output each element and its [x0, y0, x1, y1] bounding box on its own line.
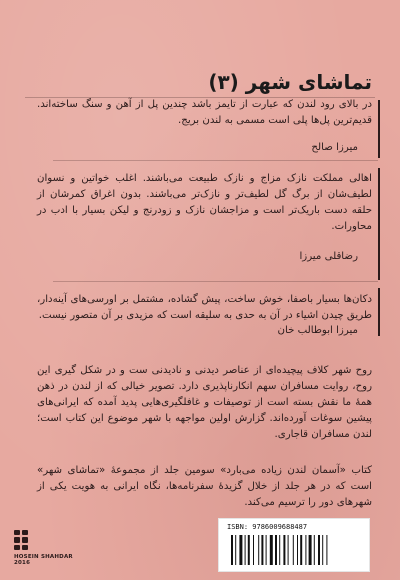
barcode-bar	[283, 535, 285, 565]
barcode-bar	[275, 535, 277, 565]
barcode-bar	[279, 535, 280, 565]
quote-text: اهالی مملکت نازک مزاج و نازک طبیعت می‌باشند. اغلب خواتین و نسوان لطیف‌شان از برگ گل لطیف‌تر و نازک‌تر می‌باشند. بدون اغراق کمر‌شان از حلقه دست باریک‌تر است و مزاجشان نازک و زودرنج و لیکن بسیار با ادب در محاورات.	[37, 173, 372, 232]
barcode-bar	[288, 535, 289, 565]
barcode-bar	[253, 535, 254, 565]
publisher-logo-text: HOSEIN SHAHDAR	[14, 554, 73, 560]
barcode-bar	[258, 535, 259, 565]
quote-side-rule	[378, 168, 380, 280]
barcode-bar	[305, 535, 306, 565]
barcode-bar	[314, 535, 315, 565]
quote-author: میرزا صالح	[311, 142, 358, 153]
separator	[53, 160, 378, 161]
barcode-bar	[293, 535, 294, 565]
book-title: تماشای شهر (۳)	[208, 70, 372, 94]
barcode-bar	[231, 535, 233, 565]
quote-text: دکان‌ها بسیار باصفا، خوش ساخت، پیش گشاده، مشتمل بر اورسی‌های آینه‌دار، طریق چیدن اشیاء در آن به حدی به سلیقه است که مزیدی بر آن متصور نیست.	[37, 294, 372, 321]
publisher-logo-year: 2016	[14, 560, 31, 566]
barcode-bar	[261, 535, 263, 565]
publisher-logo	[14, 530, 73, 568]
barcode-bar	[266, 535, 267, 565]
barcode-bar	[318, 535, 320, 565]
barcode-bar	[270, 535, 273, 565]
series-note: کتاب «آسمان لندن زیاده می‌بارد» سومین جلد از مجموعهٔ «تماشای شهر» است که در هر جلد از خلال گزیدهٔ سفرنامه‌ها، نگاه ایرانی به هویت یکی از شهرهای دور را ترسیم می‌کند.	[37, 465, 372, 508]
quote-author: میرزا ابوطالب خان	[277, 325, 358, 336]
barcode-bar	[309, 535, 312, 565]
quote-author: رضاقلی میرزا	[299, 251, 358, 262]
barcode-bar	[239, 535, 242, 565]
book-description: روح شهر کلاف پیچیده‌ای از عناصر دیدنی و نادیدنی ست و در شکل گیری این روح، روایت مسافران سهم انکارناپذیری دارد. تصویر خیالی که از لندن در ذهن همهٔ ما نقش بسته است از توصیفات و غافلگیری‌هایی پدید آمده که ایرانی‌های پیشین سوغات آورده‌اند. گزارش اولین مواجهه با شهر موضوع این کتاب است؛ لندن مسافران قاجاری.	[37, 365, 372, 440]
barcode-bar	[322, 535, 323, 565]
quote-side-rule	[378, 288, 380, 336]
separator	[53, 281, 378, 282]
barcode-bar	[245, 535, 246, 565]
quote-side-rule	[378, 100, 380, 158]
publisher-logo-icon	[14, 530, 28, 550]
barcode-bar	[300, 535, 302, 565]
barcode-bar	[248, 535, 250, 565]
barcode-box	[218, 518, 370, 572]
barcode	[229, 535, 349, 565]
quote-text: در بالای رود لندن که عبارت از تایمز باشد چندین پل از آهن و سنگ ساخته‌اند. قدیم‌ترین پل‌ها پلی است مسمی به لندن بریج.	[37, 99, 372, 126]
isbn: ISBN: 9786009688487	[227, 523, 308, 531]
barcode-bar	[297, 535, 298, 565]
barcode-bar	[235, 535, 236, 565]
barcode-bar	[326, 535, 327, 565]
